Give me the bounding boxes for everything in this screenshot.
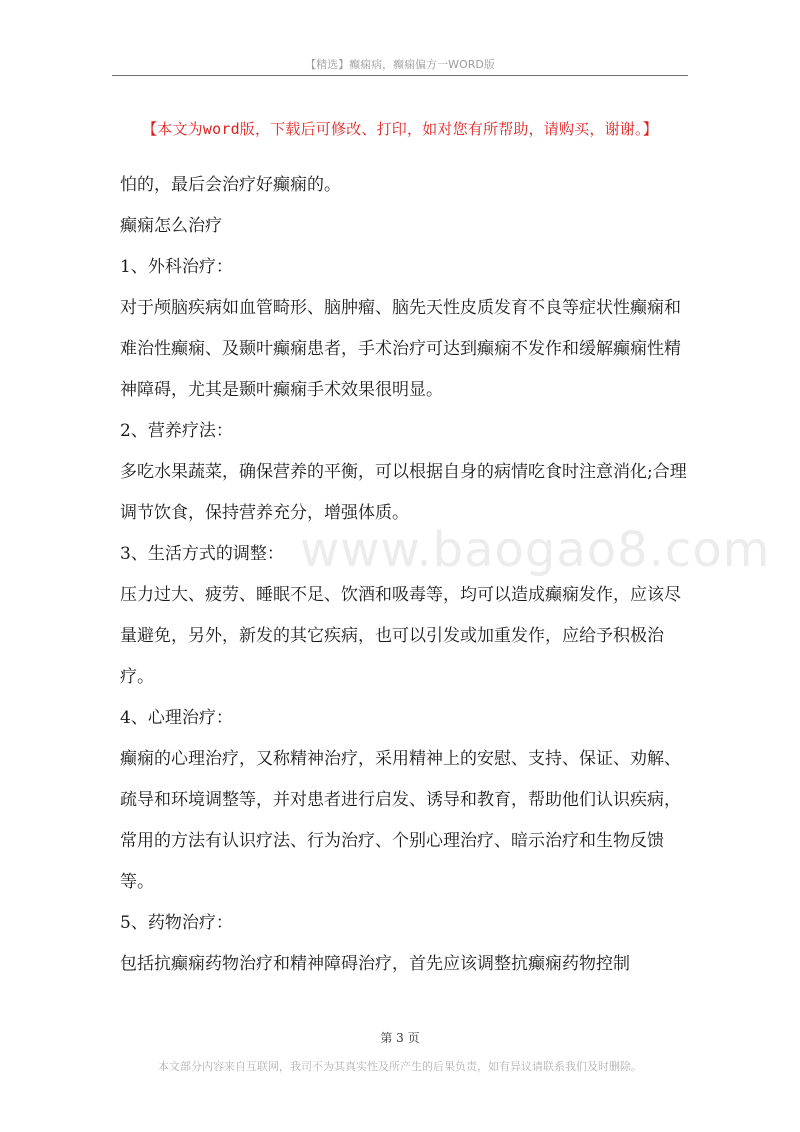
paragraph: 癫痫的心理治疗，又称精神治疗，采用精神上的安慰、支持、保证、劝解、疏导和环境调整等，并对患者进行启发、诱导和教育，帮助他们认识疾病，常用的方法有认识疗法、行为治疗、个别心理治疗、暗示治疗和生物反馈等。 bbox=[120, 749, 681, 892]
document-body bbox=[120, 165, 688, 985]
paragraph: 包括抗癫痫药物治疗和精神障碍治疗，首先应该调整抗癫痫药物控制 bbox=[120, 954, 630, 974]
paragraph: 对于颅脑疾病如血管畸形、脑肿瘤、脑先天性皮质发育不良等症状性癫痫和难治性癫痫、及颞叶癫痫患者，手术治疗可达到癫痫不发作和缓解癫痫性精神障碍，尤其是颞叶癫痫手术效果很明显。 bbox=[120, 298, 681, 400]
paragraph: 怕的，最后会治疗好癫痫的。 bbox=[120, 175, 341, 195]
section-heading: 癫痫怎么治疗 bbox=[120, 216, 222, 236]
paragraph: 多吃水果蔬菜，确保营养的平衡，可以根据自身的病情吃食时注意消化;合理调节饮食，保持营养充分，增强体质。 bbox=[120, 462, 687, 523]
page-header: 【精选】癫痫病，癫痫偏方一WORD版 bbox=[305, 58, 495, 71]
header-divider bbox=[112, 75, 688, 76]
watermark: www.baogao8.com bbox=[300, 522, 771, 578]
paragraph: 压力过大、疲劳、睡眠不足、饮酒和吸毒等，均可以造成癫痫发作，应该尽量避免，另外，新发的其它疾病，也可以引发或加重发作，应给予积极治疗。 bbox=[120, 585, 681, 687]
section-heading: 3、生活方式的调整： bbox=[120, 544, 284, 564]
page-footer: 本文部分内容来自互联网，我司不为其真实性及所产生的后果负责，如有异议请联系我们及时删除。 bbox=[158, 1060, 642, 1073]
page-number: 第 3 页 bbox=[380, 1031, 420, 1045]
section-heading: 1、外科治疗： bbox=[120, 257, 233, 277]
section-heading: 2、营养疗法： bbox=[120, 421, 233, 441]
section-heading: 4、心理治疗： bbox=[120, 708, 233, 728]
download-notice: 【本文为word版，下载后可修改、打印，如对您有所帮助，请购买，谢谢。】 bbox=[142, 120, 658, 138]
section-heading: 5、药物治疗： bbox=[120, 913, 233, 933]
